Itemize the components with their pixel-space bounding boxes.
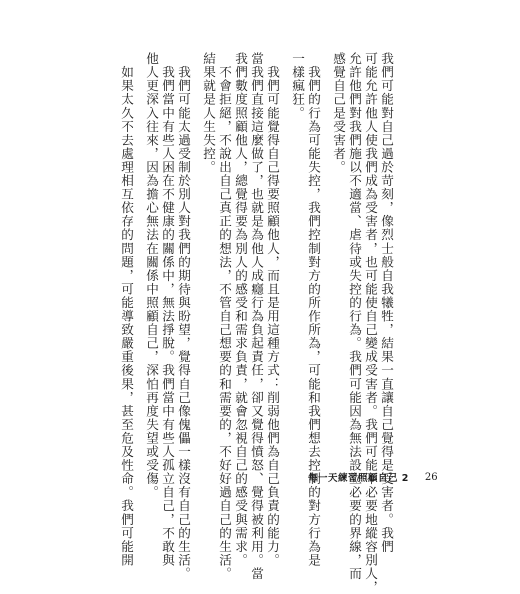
page-footer — [308, 470, 488, 484]
text-column-14: 他人更深入往來，因為擔心無法在關係中照顧自己，深怕再度失望或受傷。 — [144, 52, 159, 500]
text-column-7: 我們可能覺得自己得要照顧他人，而且是用這種方式：削弱他們為自己負責的能力。 — [265, 52, 280, 567]
text-column-9: 我們數度照顧他人，總覺得要為別人的感受和需求負責，就會忽視自己的感受與需求。 — [233, 52, 248, 567]
text-column-8: 當我們直接這麼做了，也就是為他人成癮行為負起責任，卻又覺得憤怒、覺得被利用。當 — [249, 52, 264, 581]
text-column-2: 可能允許他人使我們成為受害者，也可能使自己變成受害者。我們可能不必要地縱容別人， — [363, 52, 378, 594]
running-title: 每一天練習照顧自己 2 — [308, 473, 409, 484]
text-column-15: 如果太久不去處理相互依存的問題，可能導致嚴重後果，甚至危及性命。我們可能開 — [119, 52, 134, 567]
text-column-3: 允許他們對我們施以不適當、虐待或失控的行為。我們可能因為無法設立必要的界線，而 — [347, 52, 362, 581]
text-column-5: 我們的行為可能失控，我們控制對方的所作所為，可能和我們想去控制的對方行為是 — [306, 52, 321, 567]
text-column-12: 我們可能太過受制於別人對我們的期待與盼望，覺得自己像傀儡一樣沒有自己的生活。 — [176, 52, 191, 581]
text-column-10: 不會拒絕，不說出自己真正的想法，不管自己想要的和需要的，不好好過自己的生活。 — [217, 52, 232, 581]
text-column-13: 我們當中有些人困在不健康的關係中，無法掙脫。我們當中有些人孤立自己，不敢與 — [160, 52, 175, 567]
text-column-4: 感覺自己是受害者。 — [331, 52, 346, 174]
text-column-6: 一樣瘋狂。 — [290, 52, 305, 120]
text-column-11: 結果就是人生失控。 — [201, 52, 216, 174]
page-number: 26 — [424, 471, 438, 483]
text-column-1: 我們可能對自己過於苛刻，像烈士般自我犧牲，結果一直讓自己覺得是受害者。我們 — [379, 52, 394, 554]
